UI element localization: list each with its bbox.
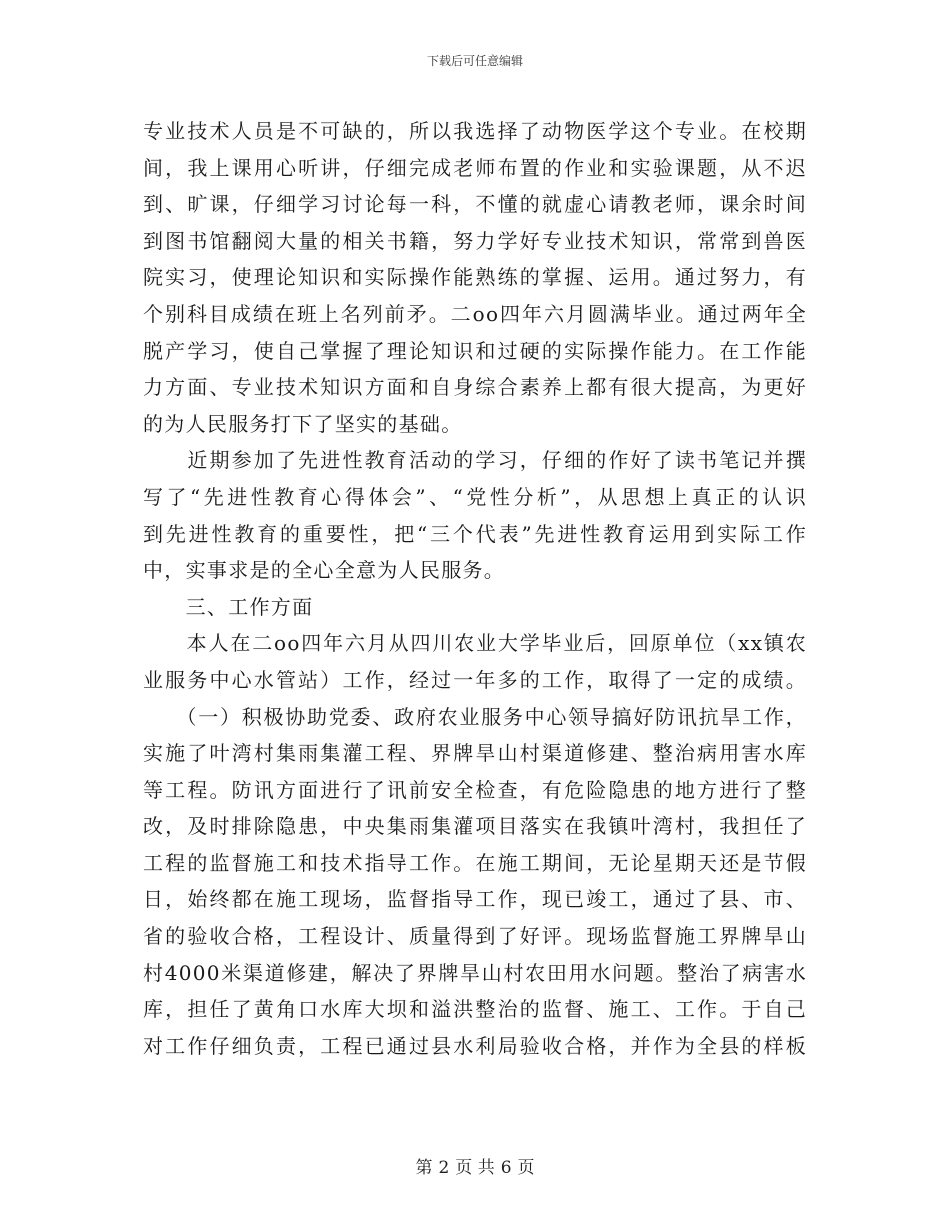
- text-line: 工程的监督施工和技术指导工作。在施工期间，无论星期天还是节假: [143, 850, 807, 875]
- footer-prefix: 第: [415, 1158, 433, 1178]
- text-line: 村4000米渠道修建，解决了界牌旱山村农田用水问题。整治了病害水: [143, 960, 807, 985]
- footer-suffix: 页: [517, 1158, 535, 1178]
- text-line: 近期参加了先进性教育活动的学习，仔细的作好了读书笔记并撰: [143, 448, 807, 473]
- text-line: 到、旷课，仔细学习讨论每一科，不懂的就虚心请教老师，课余时间: [143, 192, 807, 217]
- page-footer: [0, 1158, 950, 1178]
- page-header: 下载后可任意编辑: [426, 54, 523, 68]
- text-line: 专业技术人员是不可缺的，所以我选择了动物医学这个专业。在校期: [143, 119, 807, 143]
- text-line: 对工作仔细负责，工程已通过县水利局验收合格，并作为全县的样板: [143, 1033, 807, 1058]
- total-page-count: 6: [500, 1158, 512, 1178]
- text-line: 到图书馆翻阅大量的相关书籍，努力学好专业技术知识，常常到兽医: [143, 228, 807, 253]
- text-line: 写了“先进性教育心得体会”、“党性分析”，从思想上真正的认识: [143, 484, 807, 509]
- current-page-number: 2: [438, 1158, 450, 1178]
- text-line: 改，及时排除隐患，中央集雨集灌项目落实在我镇叶湾村，我担任了: [143, 814, 807, 839]
- text-line: 省的验收合格，工程设计、质量得到了好评。现场监督施工界牌旱山: [143, 924, 807, 949]
- document-body: [143, 113, 807, 1064]
- text-line: 间，我上课用心听讲，仔细完成老师布置的作业和实验课题，从不迟: [143, 155, 807, 180]
- text-line: 到先进性教育的重要性，把“三个代表”先进性教育运用到实际工作: [143, 521, 807, 546]
- text-line: 业服务中心水管站）工作，经过一年多的工作，取得了一定的成绩。: [143, 667, 807, 692]
- text-line: 实施了叶湾村集雨集灌工程、界牌旱山村渠道修建、整治病用害水库: [143, 741, 807, 766]
- text-line: 等工程。防讯方面进行了讯前安全检查，有危险隐患的地方进行了整: [143, 777, 807, 802]
- text-line: 的为人民服务打下了坚实的基础。: [143, 411, 463, 436]
- text-line: 日，始终都在施工现场，监督指导工作，现已竣工，通过了县、市、: [143, 887, 807, 912]
- text-line: 本人在二oo四年六月从四川农业大学毕业后，回原单位（xx镇农: [143, 631, 807, 656]
- footer-middle: 页 共: [455, 1158, 495, 1178]
- text-line: （一）积极协助党委、政府农业服务中心领导搞好防讯抗旱工作，: [143, 704, 807, 729]
- text-line: 个别科目成绩在班上名列前矛。二oo四年六月圆满毕业。通过两年全: [143, 301, 807, 326]
- text-line: 脱产学习，使自己掌握了理论知识和过硬的实际操作能力。在工作能: [143, 338, 807, 363]
- section-heading: 三、工作方面: [143, 594, 314, 619]
- text-line: 中，实事求是的全心全意为人民服务。: [143, 558, 506, 583]
- text-line: 院实习，使理论知识和实际操作能熟练的掌握、运用。通过努力，有: [143, 265, 807, 290]
- text-line: 库，担任了黄角口水库大坝和溢洪整治的监督、施工、工作。于自己: [143, 997, 807, 1022]
- text-line: 力方面、专业技术知识方面和自身综合素养上都有很大提高，为更好: [143, 375, 807, 400]
